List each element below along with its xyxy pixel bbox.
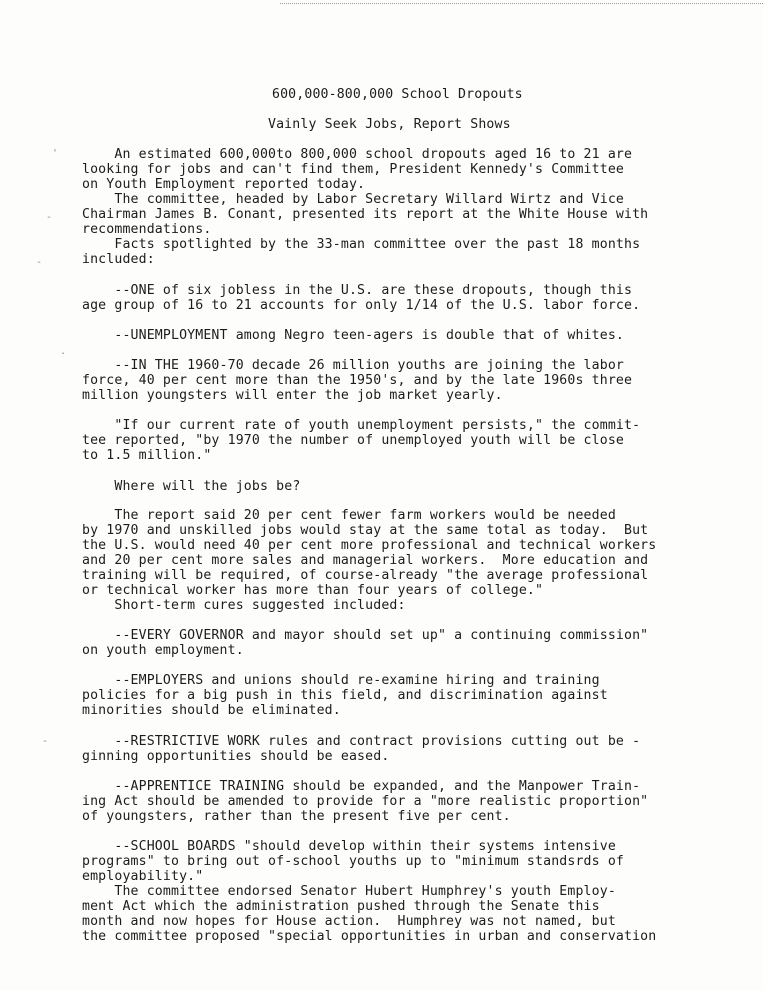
body-line: Chairman James B. Conant, presented its report at the White House with (82, 207, 649, 222)
body-line: million youngsters will enter the job market yearly. (82, 388, 503, 403)
body-line: or technical worker has more than four years of college." (82, 583, 544, 598)
body-line: --APPRENTICE TRAINING should be expanded, and the Manpower Train- (82, 779, 641, 794)
body-line: --UNEMPLOYMENT among Negro teen-agers is double that of whites. (82, 328, 624, 343)
scan-speck: ' (52, 148, 59, 159)
body-line: tee reported, "by 1970 the number of unemployed youth will be close (82, 433, 624, 448)
body-line: ginning opportunities should be eased. (82, 749, 390, 764)
scan-speck: - (36, 257, 43, 268)
body-line: recommendations. (82, 222, 212, 237)
body-line: of youngsters, rather than the present five per cent. (82, 809, 511, 824)
body-line: The committee endorsed Senator Hubert Humphrey's youth Employ- (82, 884, 616, 899)
scan-speck: . (60, 346, 67, 357)
body-line: --SCHOOL BOARDS "should develop within their systems intensive (82, 839, 616, 854)
body-line: programs" to bring out of-school youths up to "minimum standsrds of (82, 854, 624, 869)
body-line: Short-term cures suggested included: (82, 598, 406, 613)
body-line: included: (82, 252, 155, 267)
title-line-2: Vainly Seek Jobs, Report Shows (268, 117, 511, 132)
body-line: --EMPLOYERS and unions should re-examine hiring and training (82, 673, 600, 688)
scan-speck: - (42, 736, 49, 747)
body-line: The report said 20 per cent fewer farm workers would be needed (82, 508, 616, 523)
scan-speck: - (46, 212, 53, 223)
body-line: by 1970 and unskilled jobs would stay at the same total as today. But (82, 523, 649, 538)
body-line: to 1.5 million." (82, 448, 212, 463)
body-line: the U.S. would need 40 per cent more professional and technical workers (82, 538, 657, 553)
body-line: looking for jobs and can't find them, President Kennedy's Committee (82, 162, 624, 177)
body-line: ment Act which the administration pushed through the Senate this (82, 899, 600, 914)
body-line: on youth employment. (82, 643, 244, 658)
body-line: --EVERY GOVERNOR and mayor should set up" a continuing commission" (82, 628, 649, 643)
body-line: ing Act should be amended to provide for a "more realistic proportion" (82, 794, 649, 809)
page-top-edge (280, 0, 763, 4)
body-line: --RESTRICTIVE WORK rules and contract provisions cutting out be - (82, 734, 641, 749)
body-line: the committee proposed "special opportunities in urban and conservation (82, 929, 657, 944)
body-line: An estimated 600,000to 800,000 school dropouts aged 16 to 21 are (82, 147, 633, 162)
body-line: force, 40 per cent more than the 1950's, and by the late 1960s three (82, 373, 633, 388)
body-line: "If our current rate of youth unemployment persists," the commit- (82, 418, 641, 433)
body-line: --IN THE 1960-70 decade 26 million youths are joining the labor (82, 358, 624, 373)
body-line: The committee, headed by Labor Secretary Willard Wirtz and Vice (82, 192, 624, 207)
title-line-1: 600,000-800,000 School Dropouts (272, 87, 523, 102)
body-line: Where will the jobs be? (82, 479, 301, 494)
body-line: training will be required, of course-already "the average professional (82, 568, 649, 583)
body-line: on Youth Employment reported today. (82, 177, 366, 192)
body-line: --ONE of six jobless in the U.S. are these dropouts, though this (82, 283, 633, 298)
body-line: minorities should be eliminated. (82, 703, 341, 718)
body-line: month and now hopes for House action. Humphrey was not named, but (82, 914, 616, 929)
body-line: age group of 16 to 21 accounts for only 1/14 of the U.S. labor force. (82, 298, 641, 313)
body-line: and 20 per cent more sales and managerial workers. More education and (82, 553, 649, 568)
body-line: policies for a big push in this field, and discrimination against (82, 688, 608, 703)
body-line: employability." (82, 869, 204, 884)
body-line: Facts spotlighted by the 33-man committee over the past 18 months (82, 237, 641, 252)
